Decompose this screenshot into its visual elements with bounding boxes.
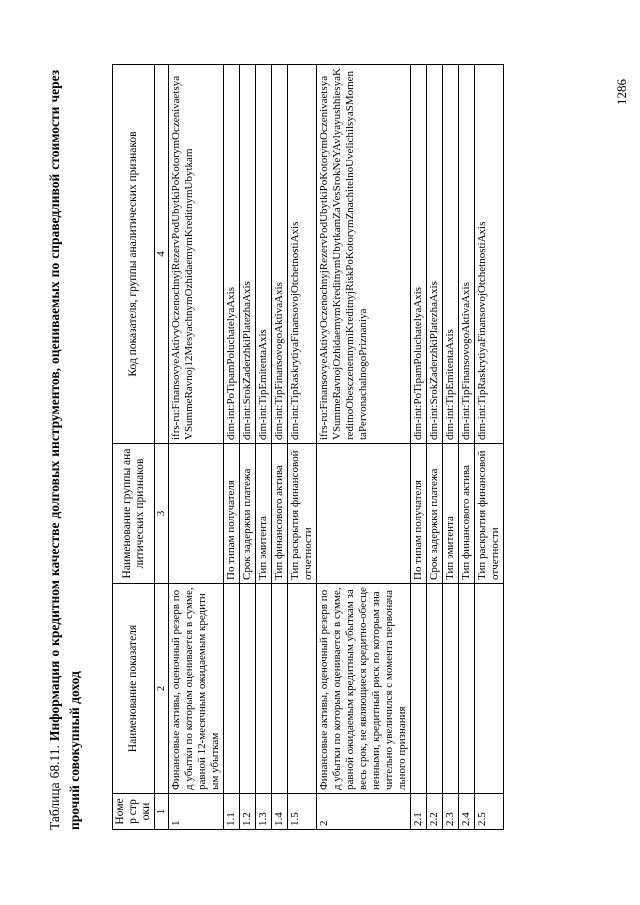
group-name: [169, 444, 224, 584]
indicator-name: [475, 584, 504, 794]
table-row: [256, 65, 272, 830]
table-row: [443, 65, 459, 830]
table-row: [224, 65, 240, 830]
column-number: 2: [155, 584, 169, 794]
caption-prefix: Таблица 68.11.: [47, 745, 62, 830]
table-row: [459, 65, 475, 830]
indicator-name: [288, 584, 317, 794]
indicator-name: [224, 584, 240, 794]
group-name: Тип финансового актива: [272, 444, 288, 584]
column-number: 4: [155, 65, 169, 444]
row-number: 2.1: [411, 794, 427, 830]
row-number: 2.3: [443, 794, 459, 830]
header-indicator-name: Наименование показателя: [113, 584, 155, 794]
indicator-code: dim-int:TipFinansovogoAktivaAxis: [459, 65, 475, 444]
header-code: Код показателя, группы аналитических признаков: [113, 65, 155, 444]
row-number: 2.4: [459, 794, 475, 830]
indicator-code: dim-int:TipEmitentaAxis: [256, 65, 272, 444]
row-number: 1.2: [240, 794, 256, 830]
table-row: [475, 65, 504, 830]
indicator-name: Финансовые активы, оценочный резерв под убытки по которым оценивается в сумме, равной 12-месячным ожидаемым кредитным убыткам: [169, 584, 224, 794]
group-name: Тип эмитента: [256, 444, 272, 584]
row-number: 1: [169, 794, 224, 830]
indicator-code: dim-int:TipRaskrytiyaFinansovojOtchetnostiAxis: [475, 65, 504, 444]
indicator-code: dim-int:SrokZaderzhkiPlatezhaAxis: [240, 65, 256, 444]
indicator-name: [411, 584, 427, 794]
row-number: 2.2: [427, 794, 443, 830]
group-name: Тип раскрытия финансовой отчетности: [288, 444, 317, 584]
indicator-code: dim-int:PoTipamPoluchatelyaAxis: [411, 65, 427, 444]
indicator-code: dim-int:TipEmitentaAxis: [443, 65, 459, 444]
row-number: 1.5: [288, 794, 317, 830]
table-row: [427, 65, 443, 830]
row-number: 1.3: [256, 794, 272, 830]
row-number: 2: [317, 794, 411, 830]
group-name: Тип эмитента: [443, 444, 459, 584]
indicator-code: dim-int:TipRaskrytiyaFinansovojOtchetnostiAxis: [288, 65, 317, 444]
indicator-code: ifrs-ru:FinansovyeAktivyOczenochnyjRezervPodUbytkiPoKotorymOczenivaetsyaVSummeRavnoj12MesyachnymOzhidaemymKreditnymUbytkam: [169, 65, 224, 444]
indicator-name: [256, 584, 272, 794]
group-name: Тип раскрытия финансовой отчетности: [475, 444, 504, 584]
table-row: [169, 65, 224, 830]
group-name: Тип финансового актива: [459, 444, 475, 584]
row-number: 1.1: [224, 794, 240, 830]
table-row: [288, 65, 317, 830]
column-number: 1: [155, 794, 169, 830]
table-row: [240, 65, 256, 830]
table-caption: [45, 70, 85, 830]
page-number: 1286: [614, 79, 629, 105]
indicator-name: [459, 584, 475, 794]
indicator-code: dim-int:TipFinansovogoAktivaAxis: [272, 65, 288, 444]
group-name: По типам получателя: [224, 444, 240, 584]
table-row: [411, 65, 427, 830]
indicator-name: [427, 584, 443, 794]
column-number-row: [155, 65, 169, 830]
table-row: [272, 65, 288, 830]
indicator-code: ifrs-ru:FinansovyeAktivyOczenochnyjRezervPodUbytkiPoKotorymOczenivaetsyaVSummeRavnojOzhidaemymKreditnymUbytkamZaVesSrokNeYAvlyayushhiesyaKreditnoObesczenennymiKreditnyjRiskPoKotorymZnachitelnoUvelichilsyaSMomentaPervonachalnogoPriznaniya: [317, 65, 411, 444]
row-number: 1.4: [272, 794, 288, 830]
row-number: 2.5: [475, 794, 504, 830]
indicator-name: [272, 584, 288, 794]
header-row: [113, 65, 155, 830]
group-name: Срок задержки платежа: [240, 444, 256, 584]
column-number: 3: [155, 444, 169, 584]
header-group-name: Наименование группы аналитических признаков: [113, 444, 155, 584]
table-row: [317, 65, 411, 830]
caption-title: Информация о кредитном качестве долговых инструментов, оцениваемых по справедливой стоимости через прочий совокупный доход: [47, 70, 82, 830]
indicator-table: [112, 64, 504, 830]
indicator-name: [240, 584, 256, 794]
indicator-code: dim-int:PoTipamPoluchatelyaAxis: [224, 65, 240, 444]
indicator-code: dim-int:SrokZaderzhkiPlatezhaAxis: [427, 65, 443, 444]
group-name: Срок задержки платежа: [427, 444, 443, 584]
group-name: [317, 444, 411, 584]
indicator-name: [443, 584, 459, 794]
indicator-name: Финансовые активы, оценочный резерв под убытки по которым оценивается в сумме, равной ожидаемым кредитным убыткам за весь срок, не являющиеся кредитно-обесцененными, кредитный риск по которым значительно увеличился с момента первоначального признания: [317, 584, 411, 794]
header-row-number: Номер строки: [113, 794, 155, 830]
group-name: По типам получателя: [411, 444, 427, 584]
